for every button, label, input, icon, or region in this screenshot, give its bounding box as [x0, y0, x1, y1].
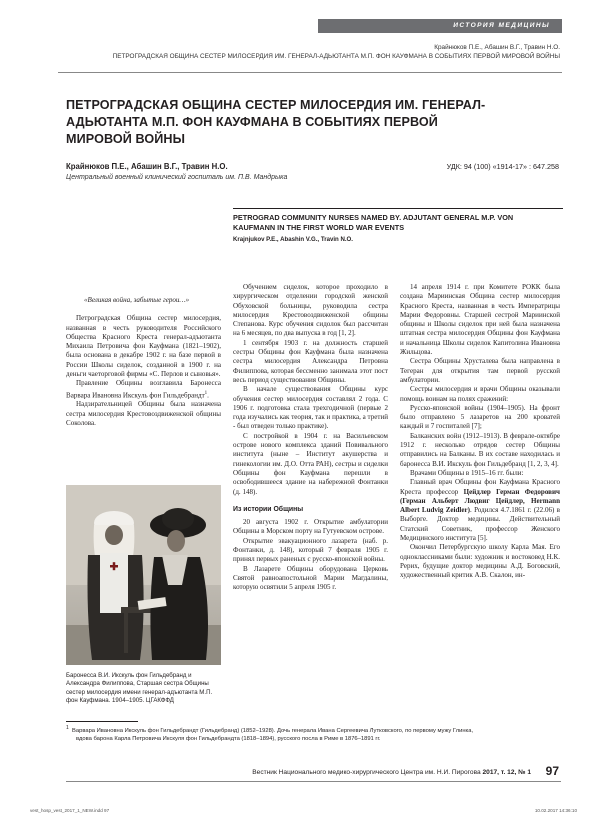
running-authors: Крайнюков П.Е., Абашин В.Г., Травин Н.О. [434, 44, 560, 51]
article-title: ПЕТРОГРАДСКАЯ ОБЩИНА СЕСТЕР МИЛОСЕРДИЯ ИМ. ГЕНЕРАЛ-АДЬЮТАНТА М.П. ФОН КАУФМАНА В СОБЫТИЯХ ПЕРВОЙ МИРОВОЙ ВОЙНЫ [66, 98, 486, 146]
text-column-1 [66, 296, 221, 428]
paragraph: С постройкой в 1904 г. на Васильевском острове нового комплекса зданий Повивального института (ныне – Институт акушерства и гинекологии им. Д.О. Отта РАН), сестры и сиделки Общины фон Кауфмана перешли в освободившееся здание на набережной Фонтанки (д. 148). [233, 431, 388, 496]
footnote-line: $^1$ Варвара Ивановна Икскуль фон Гильдебрандт (Гильдебранд) (1852–1928). Дочь генерала Ивана Сергеевича Лутковского, по первому мужу Глинка, [66, 725, 474, 734]
footnote [66, 724, 561, 743]
paragraph: Врачами Общины в 1915–16 гг. были: [410, 468, 524, 477]
paragraph: 1 сентября 1903 г. на должность старшей сестры Общины фон Кауфмана была назначена сестра милосердия Александра Петровна Филиппова, которая бессменно занимала этот пост весь период существования Общины. [233, 338, 388, 384]
print-slug-date: 10.02.2017 14:36:10 [534, 808, 577, 813]
english-authors: Krajnjukov P.E., Abashin V.G., Travin N.O. [233, 236, 353, 243]
paragraph: Русско-японской войны (1904–1905). На фронт было отправлено 5 лазаретов на 200 кроватей каждый и 7 госпиталей [7]; [400, 403, 560, 431]
bold-name: Цейдлер Герман Федорович (Герман Альберт Людвиг Цейдлер, Hermann Albert Ludvig Zeidler) [400, 487, 561, 515]
affiliation: Центральный военный клинический госпиталь им. П.В. Мандрыка [66, 174, 288, 181]
paragraph: 14 апреля 1914 г. при Комитете РОКК была создана Мариинская Община сестер милосердия Красного Креста, названная в честь Императрицы Марии Федоровны. Старшей сестрой Мариинской общины и Школы сиделок при ней была назначена штатная сестра милосердия Общины фон Кауфмана и начальница Школы сиделок Капитолина Ивановна Жильцова. [400, 283, 560, 357]
paragraph: Окончил Петербургскую школу Карла Мая. Его одноклассниками были: художник и востоковед Н.К. Рерих, будущие доктор медицины А.Д. Боговский, художественный критик А.В. Скалон, ин- [400, 543, 560, 580]
paragraph: Главный врач Общины фон Кауфмана Красного Креста профессор Цейдлер Герман Федорович (Герман Альберт Людвиг Цейдлер, Hermann Albert Ludvig Zeidler). Родился 4.7.1861 г. (22.06) в Выборге. Доктор медицины. Действительный Статский Советник, профессор Женского Медицинского института [5]. [400, 478, 561, 543]
section-subheading: Из истории Общины [233, 505, 304, 513]
footer-rule [66, 781, 561, 782]
page-number: 97 [545, 764, 559, 778]
paragraph: 20 августа 1902 г. Открытие амбулатории Общины в Морском порту на Гутуевском острове. [233, 518, 388, 536]
epigraph: «Великая война, забытые герои…» [84, 296, 190, 304]
historical-photo [66, 485, 221, 665]
text-column-3 [400, 283, 560, 581]
paragraph: Открытие эвакуационного лазарета (наб. р. Фонтанки, д. 148), который 7 февраля 1905 г. принял первых раненых с русско-японской войны. [233, 536, 388, 564]
print-slug-file: vest_hosp_vest_2017_1_NEW.indd 97 [30, 808, 110, 813]
text-column-2 [233, 283, 388, 593]
paragraph: В Лазарете Общины оборудована Церковь Святой равноапостольной Марии Магдалины, которую освятили 5 апреля 1905 г. [233, 564, 388, 592]
paragraph: Петроградская Община сестер милосердия, названная в честь руководителя Российского Общества Красного Креста генерал-адъютанта Михаила Петровича фон Кауфмана (1821–1902), была основана в декабре 1902 г. на базе первой в России Школы сиделок, созданной в 1900 г. на деньги чаеторговой фирмы «С. Перлов и сыновья». [66, 314, 221, 379]
paragraph: Надзирательницей Общины была назначена сестра милосердия Крестовоздвиженской общины Соколова. [66, 400, 221, 427]
section-label: ИСТОРИЯ МЕДИЦИНЫ [318, 19, 562, 33]
footnote-line: вдова барона Карла Петровича Икскуля фон Гильдебрандта (1818–1894), русского посла в Риме в 1876–1891 гг. [76, 736, 381, 743]
article-authors: Крайнюков П.Е., Абашин В.Г., Травин Н.О. [66, 162, 228, 171]
photo-caption: Баронесса В.И. Икскуль фон Гильдебранд и Александра Филиппова, Старшая сестра Общины сестер милосердия имени генерал-адъютанта М.П. фон Кауфмана. 1904–1905. ЦГАКФФД [66, 672, 213, 705]
footnote-rule [66, 721, 138, 722]
english-title: PETROGRAD COMMUNITY NURSES NAMED BY. ADJUTANT GENERAL M.P. VON KAUFMANN IN THE FIRST WORLD WAR EVENTS [233, 213, 514, 232]
paragraph: В начале существования Общины курс обучения сестер милосердия составлял 2 года. С 1906 г. подготовка стала трехгодичной (первые 2 года изучались как теория, так и практика, а третий - был отведен только практике). [233, 385, 388, 431]
footnote-ref: 1 [204, 390, 208, 396]
english-title-rule [233, 208, 563, 209]
footnote-marker: 1 [66, 725, 69, 731]
paragraph: Сестры милосердия и врачи Общины оказывали помощь воинам на полях сражений: [400, 385, 560, 403]
paragraph: Обучением сиделок, которое проходило в хирургическом отделении городской женской Обуховской больницы, руководила сестра милосердия Крестовоздвиженской общины Степанова. Курс обучения сидолок был рассчитан на 6 месяцев, по два выпуска в год [1, 2]. [233, 283, 388, 338]
photo-illustration [66, 485, 221, 665]
udk-code: УДК: 94 (100) «1914-17» : 647.258 [446, 162, 559, 171]
running-title: ПЕТРОГРАДСКАЯ ОБЩИНА СЕСТЕР МИЛОСЕРДИЯ ИМ. ГЕНЕРАЛ-АДЬЮТАНТА М.П. ФОН КАУФМАНА В СОБЫТИЯХ ПЕРВОЙ МИРОВОЙ ВОЙНЫ [112, 53, 560, 60]
paragraph: Балканских войн (1912–1913). В феврале-октябре 1912 г. несколько отрядов сестер Общины отправились на Балканы. В их составе находилась и баронесса В.И. Икскуль фон Гильдебранд [1, 2, 3, 4]. [400, 431, 560, 468]
header-rule [58, 72, 562, 73]
paragraph: Правление Общины возглавила Баронесса Варвара Ивановна Икскуль фон Гильдебрандт$^1$. [66, 379, 221, 400]
paragraph: Сестра Общины Хрусталева была направлена в Тегеран для открытия там первой русской амбулатории. [400, 357, 560, 384]
journal-info: Вестник Национального медико-хирургического Центра им. Н.И. Пирогова 2017, т. 12, № 1 [252, 769, 531, 776]
